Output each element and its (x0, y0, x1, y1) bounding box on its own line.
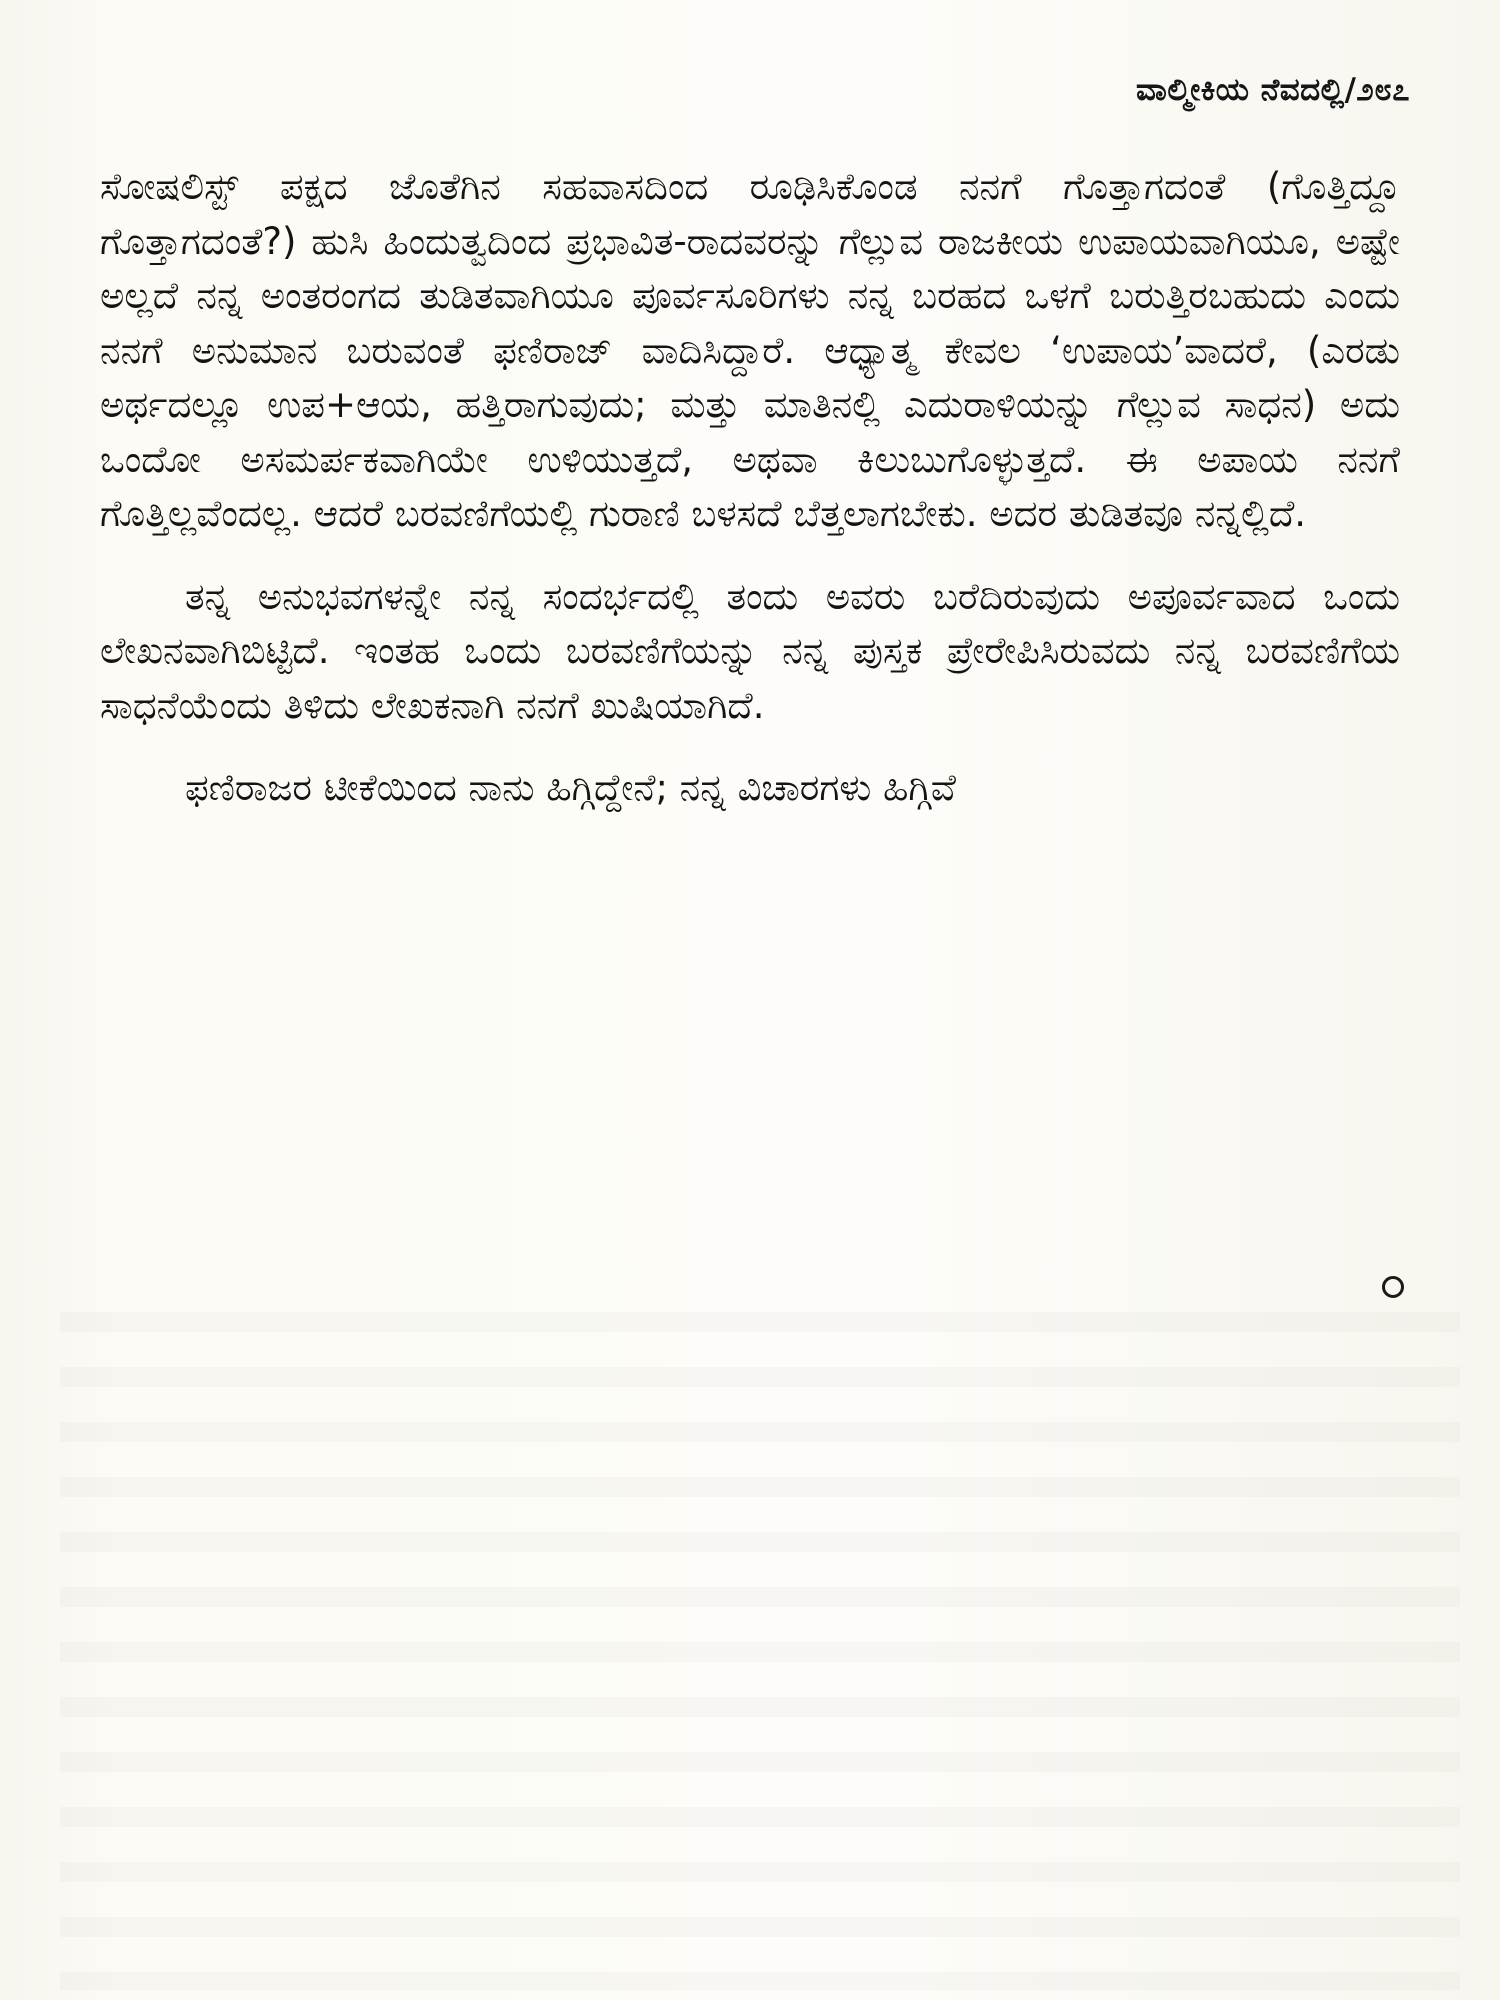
show-through-text (60, 1290, 1460, 1990)
paragraph-2: ತನ್ನ ಅನುಭವಗಳನ್ನೇ ನನ್ನ ಸಂದರ್ಭದಲ್ಲಿ ತಂದು ಅವರು ಬರೆದಿರುವುದು ಅಪೂರ್ವವಾದ ಒಂದು ಲೇಖನವಾಗಿಬಿಟ್ಟಿದೆ. ಇಂತಹ ಒಂದು ಬರವಣಿಗೆಯನ್ನು ನನ್ನ ಪುಸ್ತಕ ಪ್ರೇರೇಪಿಸಿರುವದು ನನ್ನ ಬರವಣಿಗೆಯ ಸಾಧನೆಯೆಂದು ತಿಳಿದು ಲೇಖಕನಾಗಿ ನನಗೆ ಖುಷಿಯಾಗಿದೆ. (100, 574, 1400, 727)
section-end-circle-icon (1382, 1276, 1404, 1298)
running-header: ವಾಲ್ಮೀಕಿಯ ನೆವದಲ್ಲಿ/೨೮೭ (1136, 72, 1410, 108)
body-text (100, 160, 1400, 844)
paragraph-1: ಸೋಷಲಿಸ್ಟ್ ಪಕ್ಷದ ಜೊತೆಗಿನ ಸಹವಾಸದಿಂದ ರೂಢಿಸಿಕೊಂಡ ನನಗೆ ಗೊತ್ತಾಗದಂತೆ (ಗೊತ್ತಿದ್ದೂ ಗೊತ್ತಾಗದಂತೆ?) ಹುಸಿ ಹಿಂದುತ್ವದಿಂದ ಪ್ರಭಾವಿತ-ರಾದವರನ್ನು ಗೆಲ್ಲುವ ರಾಜಕೀಯ ಉಪಾಯವಾಗಿಯೂ, ಅಷ್ಟೇ ಅಲ್ಲದೆ ನನ್ನ ಅಂತರಂಗದ ತುಡಿತವಾಗಿಯೂ ಪೂರ್ವಸೂರಿಗಳು ನನ್ನ ಬರಹದ ಒಳಗೆ ಬರುತ್ತಿರಬಹುದು ಎಂದು ನನಗೆ ಅನುಮಾನ ಬರುವಂತೆ ಫಣಿರಾಜ್ ವಾದಿಸಿದ್ದಾರೆ. ಆಧ್ಯಾತ್ಮ ಕೇವಲ ‘ಉಪಾಯ’ವಾದರೆ, (ಎರಡು ಅರ್ಥದಲ್ಲೂ ಉಪ+ಆಯ, ಹತ್ತಿರಾಗುವುದು; ಮತ್ತು ಮಾತಿನಲ್ಲಿ ಎದುರಾಳಿಯನ್ನು ಗೆಲ್ಲುವ ಸಾಧನ) ಅದು ಒಂದೋ ಅಸಮರ್ಪಕವಾಗಿಯೇ ಉಳಿಯುತ್ತದೆ, ಅಥವಾ ಕಿಲುಬುಗೊಳ್ಳುತ್ತದೆ. ಈ ಅಪಾಯ ನನಗೆ ಗೊತ್ತಿಲ್ಲವೆಂದಲ್ಲ. ಆದರೆ ಬರವಣಿಗೆಯಲ್ಲಿ ಗುರಾಣಿ ಬಳಸದೆ ಬೆತ್ತಲಾಗಬೇಕು. ಅದರ ತುಡಿತವೂ ನನ್ನಲ್ಲಿದೆ. (100, 165, 1400, 535)
paragraph-3: ಫಣಿರಾಜರ ಟೀಕೆಯಿಂದ ನಾನು ಹಿಗ್ಗಿದ್ದೇನೆ; ನನ್ನ ವಿಚಾರಗಳು ಹಿಗ್ಗಿವೆ (185, 766, 956, 809)
